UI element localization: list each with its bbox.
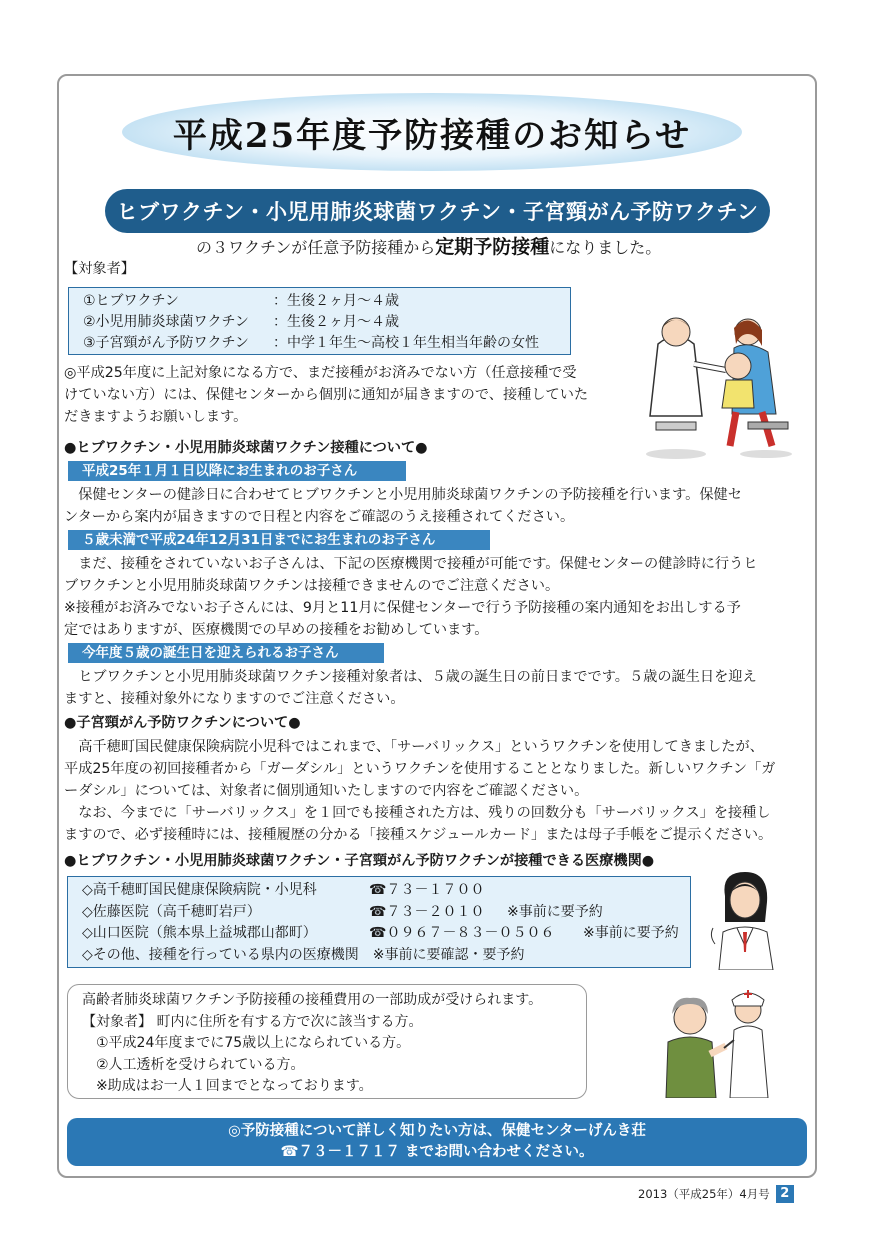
pneumococcal-box <box>67 984 587 1099</box>
paragraph-line: ヒブワクチンと小児用肺炎球菌ワクチン接種対象者は、５歳の誕生日の前日までです。５歳の誕生日を迎え <box>64 669 757 685</box>
clinic-row <box>82 902 690 924</box>
paragraph-line: ブワクチンと小児用肺炎球菌ワクチンは接種できませんのでご注意ください。 <box>64 578 560 594</box>
contact-phone: ☎７３－１７１７ までお問い合わせください。 <box>280 1144 594 1160</box>
subtitle <box>196 232 716 256</box>
notice-line: けていない方）には、保健センターから個別に通知が届きますので、接種していた <box>64 387 589 403</box>
target-row <box>83 333 570 354</box>
paragraph-line: 保健センターの健診日に合わせてヒブワクチンと小児用肺炎球菌ワクチンの予防接種を行います。保健セ <box>64 487 742 503</box>
clinic-note: ※事前に要予約 <box>507 903 603 920</box>
paragraph-line: 定ではありますが、医療機関での早めの接種をお勧めしています。 <box>64 622 489 638</box>
paragraph-line: ※接種がお済みでないお子さんには、9月と11月に保健センターで行う予防接種の案内通知をお出しする予 <box>64 600 741 616</box>
doctor-child-illustration <box>636 304 806 462</box>
paragraph-line: ンターから案内が届きますので日程と内容をご確認のうえ接種されてください。 <box>64 509 575 525</box>
section-bar-born-2013: 平成25年１月１日以降にお生まれのお子さん <box>68 461 406 481</box>
clinic-phone: ☎０９６７－８３－０５０６ <box>369 925 555 941</box>
paragraph-line: ーダシル」については、対象者に個別通知いたしますので内容をご確認ください。 <box>64 783 589 799</box>
target-age: ：生後２ヶ月～４歳 <box>273 314 399 330</box>
nurse-elderly-illustration <box>650 984 780 1098</box>
target-row <box>83 291 570 312</box>
clinic-name: ◇高千穂町国民健康保険病院・小児科 <box>82 882 317 898</box>
clinic-row <box>82 923 690 945</box>
target-label: 【対象者】 <box>64 261 135 277</box>
target-name: ①ヒブワクチン <box>83 293 179 309</box>
clinic-phone: ☎７３－２０１０ <box>369 903 485 920</box>
clinic-heading: ●ヒブワクチン・小児用肺炎球菌ワクチン・子宮頸がん予防ワクチンが接種できる医療機関● <box>64 853 655 869</box>
page-footer <box>638 1184 818 1204</box>
page-title: 平成25年度予防接種のお知らせ <box>172 115 692 156</box>
section-bar-turning-5: 今年度５歳の誕生日を迎えられるお子さん <box>68 643 384 663</box>
clinic-row <box>82 880 690 902</box>
clinic-name: ◇佐藤医院（高千穂町岩戸） <box>82 903 261 920</box>
pneumococcal-line: 【対象者】 町内に住所を有する方で次に該当する方。 <box>82 1013 423 1030</box>
clinic-other: ◇その他、接種を行っている県内の医療機関 ※事前に要確認・要予約 <box>82 946 525 963</box>
target-row <box>83 312 570 333</box>
paragraph-line: ますので、必ず接種時には、接種履歴の分かる「接種スケジュールカード」または母子手帳をご提示ください。 <box>64 827 773 843</box>
paragraph-line: まだ、接種をされていないお子さんは、下記の医療機関で接種が可能です。保健センターの健診時に行うヒ <box>64 556 758 572</box>
contact-line: ◎予防接種について詳しく知りたい方は、保健センターげんき荘 <box>228 1123 646 1139</box>
subtitle-emphasis: 定期予防接種 <box>435 236 550 258</box>
pneumococcal-line: 高齢者肺炎球菌ワクチン予防接種の接種費用の一部助成が受けられます。 <box>82 992 543 1008</box>
pneumococcal-line: ①平成24年度までに75歳以上になられている方。 <box>82 1035 411 1051</box>
pneumococcal-line: ②人工透析を受けられている方。 <box>82 1056 305 1073</box>
notice-line: ◎平成25年度に上記対象になる方で、まだ接種がお済みでない方（任意接種で受 <box>64 365 577 381</box>
page-number: 2 <box>776 1185 794 1203</box>
paragraph-line: 高千穂町国民健康保険病院小児科ではこれまで、「サーバリックス」というワクチンを使用してきましたが、 <box>64 739 764 755</box>
issue-label: 2013（平成25年）4月号 <box>638 1187 770 1201</box>
page-title-banner <box>122 93 742 171</box>
target-age: ：生後２ヶ月～４歳 <box>273 293 399 309</box>
target-age: ：中学１年生～高校１年生相当年齢の女性 <box>273 335 539 351</box>
clinic-phone: ☎７３－１７００ <box>369 882 485 898</box>
vaccine-banner: ヒブワクチン・小児用肺炎球菌ワクチン・子宮頸がん予防ワクチン <box>105 189 770 233</box>
receptionist-illustration <box>705 866 785 970</box>
clinic-name: ◇山口医院（熊本県上益城郡山都町） <box>82 925 317 941</box>
hib-heading: ●ヒブワクチン・小児用肺炎球菌ワクチン接種について● <box>64 440 428 456</box>
pneumococcal-line: ※助成はお一人１回までとなっております。 <box>82 1078 373 1094</box>
clinic-list <box>67 876 691 968</box>
subtitle-post: になりました。 <box>549 238 662 257</box>
contact-banner <box>67 1118 807 1166</box>
paragraph-line: ますと、接種対象外になりますのでご注意ください。 <box>64 691 405 707</box>
notice-line: だきますようお願いします。 <box>64 409 248 425</box>
paragraph-line: なお、今までに「サーバリックス」を１回でも接種された方は、残りの回数分も「サーバリックス」を接種し <box>64 805 771 821</box>
target-name: ③子宮頸がん予防ワクチン <box>83 335 249 351</box>
section-bar-under-5: ５歳未満で平成24年12月31日までにお生まれのお子さん <box>68 530 490 550</box>
target-box <box>68 287 571 355</box>
cervical-heading: ●子宮頸がん予防ワクチンについて● <box>64 715 301 731</box>
target-name: ②小児用肺炎球菌ワクチン <box>83 314 249 330</box>
subtitle-pre: の３ワクチンが任意予防接種から <box>196 238 436 257</box>
clinic-row <box>82 945 690 967</box>
clinic-note: ※事前に要予約 <box>583 925 679 941</box>
paragraph-line: 平成25年度の初回接種者から「ガーダシル」というワクチンを使用することとなりました。新しいワクチン「ガ <box>64 761 776 777</box>
